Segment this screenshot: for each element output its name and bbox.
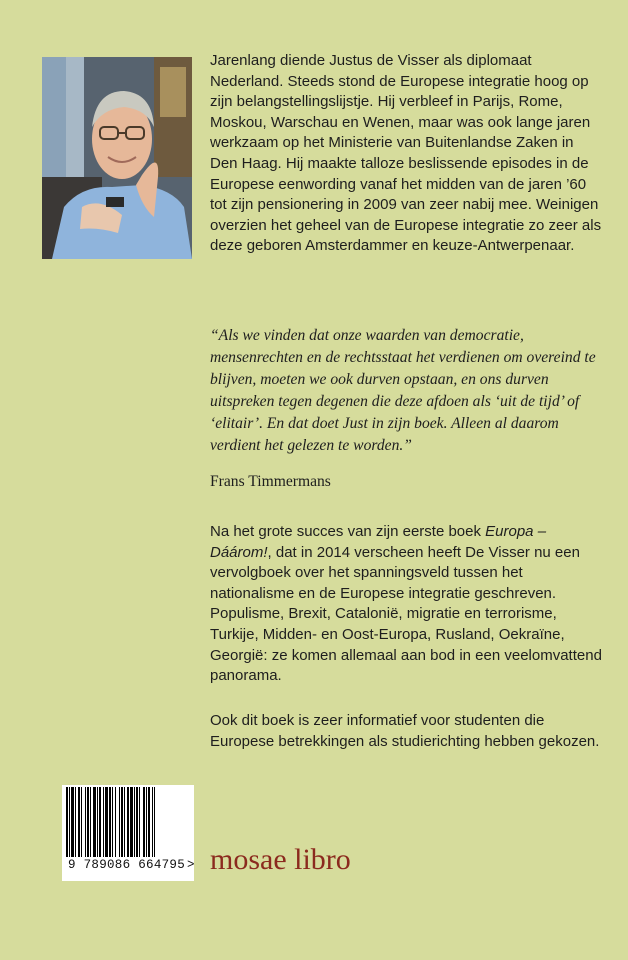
isbn-digits: 9 789086 664795 [68, 858, 186, 872]
barcode-bar [139, 787, 140, 857]
barcode-bar [85, 787, 86, 857]
author-photo [42, 57, 192, 259]
barcode-bar [105, 787, 108, 857]
barcode-bar [119, 787, 120, 857]
barcode-bar [154, 787, 155, 857]
publisher-logo: mosae libro [210, 843, 351, 876]
barcode-bar [90, 787, 91, 857]
barcode-bar [127, 787, 129, 857]
barcode-bar [124, 787, 125, 857]
endorsement-quote: “Als we vinden dat onze waarden van democratie, mensenrechten en de rechtsstaat het verdienen om overeind te blijven, moeten we ook durven opstaan, en ons durven uitspreken tegen degenen die deze afdoen als ‘uit de tijd’ of ‘elitair’. En dat doet Just in zijn boek. Alleen al daarom verdient het gelezen te worden.” [210, 327, 596, 454]
barcode-bar [81, 787, 82, 857]
barcode-bar [78, 787, 80, 857]
barcode-bar [75, 787, 76, 857]
barcode-bar [93, 787, 96, 857]
barcode-bar [97, 787, 98, 857]
quote-attribution: Frans Timmermans [210, 473, 331, 490]
barcode-bar [87, 787, 89, 857]
barcode-bar [71, 787, 74, 857]
author-bio: Jarenlang diende Justus de Visser als diplomaat Nederland. Steeds stond de Europese integratie hoog op zijn belangstellingslijstje. Hij verbleef in Parijs, Rome, Moskou, Warschau en Wenen, maar was ook lange jaren werkzaam op het Ministerie van Buitenlandse Zaken in Den Haag. Hij maakte talloze beslissende episodes in de Europese eenwording vanaf het midden van de jaren ’60 tot zijn pensionering in 2009 van zeer nabij mee. Weinigen overzien het geheel van de Europese integratie zo zeer als deze geboren Amsterdammer en keuze-Antwerpenaar. [210, 52, 602, 255]
barcode-bar [69, 787, 70, 857]
barcode-bar [130, 787, 133, 857]
barcode-bar [136, 787, 138, 857]
barcode-arrow: > [187, 858, 195, 872]
previous-book-title: Europa – Dáárom! [210, 523, 547, 561]
barcode-bar [99, 787, 101, 857]
description-intro: Na het grote succes van zijn eerste boek [210, 523, 486, 540]
book-description [210, 522, 602, 687]
barcode-bar [112, 787, 113, 857]
barcode-bar [134, 787, 135, 857]
barcode-bar [66, 787, 68, 857]
barcode-bar [121, 787, 123, 857]
barcode-bar [152, 787, 153, 857]
barcode-bar [143, 787, 145, 857]
barcode-bar [148, 787, 150, 857]
description-body: , dat in 2014 verscheen heeft De Visser nu een vervolgboek over het spanningsveld tussen het nationalisme en de Europese integratie geschreven. Populisme, Brexit, Catalonië, migratie en terrorisme, Turkije, Midden- en Oost-Europa, Rusland, Oekraïne, Georgië: ze komen allemaal aan bod in een veelomvattend panorama. [210, 543, 602, 685]
barcode-bar [103, 787, 104, 857]
barcode-bar [146, 787, 147, 857]
barcode-bar [109, 787, 111, 857]
barcode-bar [115, 787, 116, 857]
audience-note: Ook dit boek is zeer informatief voor studenten die Europese betrekkingen als studierichting hebben gekozen. [210, 712, 600, 750]
